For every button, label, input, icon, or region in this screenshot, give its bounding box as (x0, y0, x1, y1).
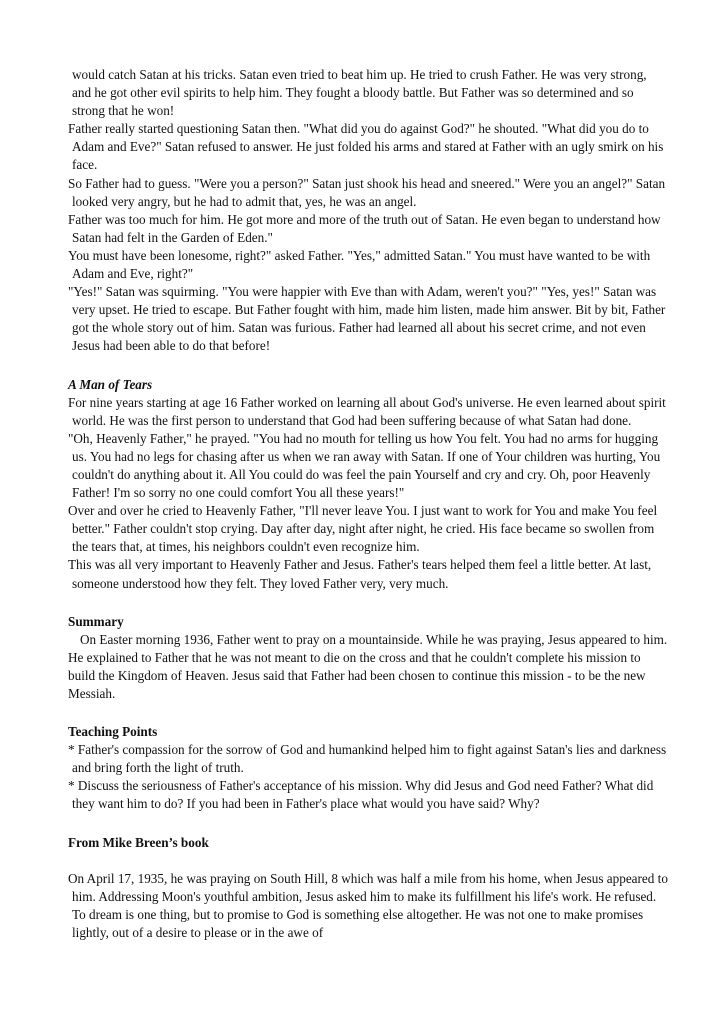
section-heading: From Mike Breen’s book (68, 834, 209, 850)
paragraph: Father really started questioning Satan then. "What did you do against God?" he shouted. "What did you do to Adam and Eve?" Satan refused to answer. He just folded his arms and stared at Father with an ugly smirk on his face. (68, 121, 664, 173)
paragraph: "Yes!" Satan was squirming. "You were happier with Eve than with Adam, weren't you?" "Yes, yes!" Satan was very upset. He tried to escape. But Father fought with him, made him listen, made him answer. Bit by bit, Father got the whole story out of him. Satan was furious. Father had learned all about his secret crime, and not even Jesus had been able to do that before! (68, 284, 666, 354)
section-teaching-points (68, 723, 668, 813)
paragraph: On Easter morning 1936, Father went to pray on a mountainside. While he was praying, Jesus appeared to him. He explained to Father that he was not meant to die on the cross and that he couldn't complete his mission to build the Kingdom of Heaven. Jesus said that Father had been chosen to continue this mission - to be the new Messiah. (68, 631, 668, 701)
paragraph: For nine years starting at age 16 Father worked on learning all about God's universe. He even learned about spirit world. He was the first person to understand that God had been suffering because of what Satan had done. (68, 394, 666, 428)
paragraph: "Oh, Heavenly Father," he prayed. "You had no mouth for telling us how You felt. You had no arms for hugging us. You had no legs for chasing after us when we ran away with Satan. If one of Your children was hurting, You couldn't do anything about it. All You could do was feel the pain Yourself and cry and cry. Oh, poor Heavenly Father! I'm so sorry no one could comfort You all these years!" (68, 430, 661, 501)
paragraph: would catch Satan at his tricks. Satan even tried to beat him up. He tried to crush Father. He was very strong, and he got other evil spirits to help him. They fought a bloody battle. But Father was so determined and so strong that he won! (72, 67, 647, 119)
paragraph: On April 17, 1935, he was praying on South Hill, 8 which was half a mile from his home, when Jesus appeared to him. Addressing Moon's youthful ambition, Jesus asked him to make its fulfillment his life's work. He refused. To dream is one thing, but to promise to God is something else altogether. He was not one to make promises lightly, out of a desire to please or in the awe of (68, 870, 668, 940)
paragraph: So Father had to guess. "Were you a person?" Satan just shook his head and sneered." Were you an angel?" Satan looked very angry, but he had to admit that, yes, he was an angel. (68, 175, 666, 209)
section-satan-battle (68, 66, 668, 356)
paragraph: This was all very important to Heavenly Father and Jesus. Father's tears helped them feel a little better. At last, someone understood how they felt. They loved Father very, very much. (68, 557, 652, 591)
section-summary (68, 613, 668, 703)
paragraph: You must have been lonesome, right?" asked Father. "Yes," admitted Satan." You must have wanted to be with Adam and Eve, right?" (68, 247, 651, 282)
section-man-of-tears (68, 376, 668, 593)
section-mike-breen-book (68, 834, 668, 942)
paragraph: Father was too much for him. He got more and more of the truth out of Satan. He even began to understand how Satan had felt in the Garden of Eden." (68, 211, 661, 245)
section-heading: A Man of Tears (68, 376, 153, 392)
section-heading: Teaching Points (68, 724, 158, 740)
bullet-item: * Discuss the seriousness of Father's acceptance of his mission. Why did Jesus and God need Father? What did they want him to do? If you had been in Father's place what would you have said? Why? (68, 778, 654, 812)
section-heading: Summary (68, 613, 124, 629)
paragraph: Over and over he cried to Heavenly Father, "I'll never leave You. I just want to work for You and make You feel better." Father couldn't stop crying. Day after day, night after night, he cried. His face became so swollen from the tears that, at times, his neighbors couldn't even recognize him. (68, 503, 658, 555)
document-page (68, 66, 668, 942)
bullet-item: * Father's compassion for the sorrow of God and humankind helped him to fight against Satan's lies and darkness and bring forth the light of truth. (68, 742, 667, 776)
